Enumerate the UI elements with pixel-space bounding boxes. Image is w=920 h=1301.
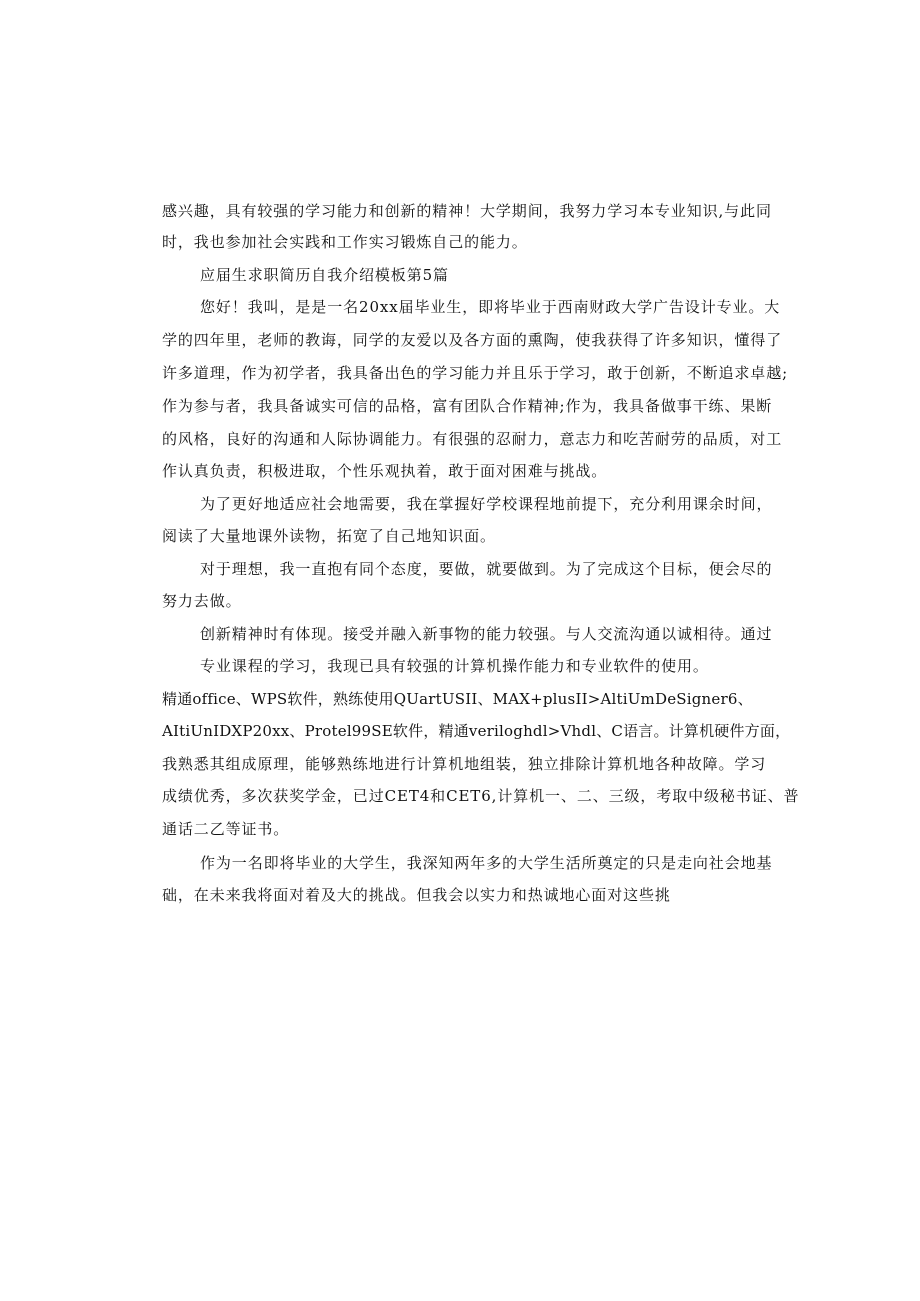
text-line: 为了更好地适应社会地需要，我在掌握好学校课程地前提下，充分利用课余时间， [200,495,773,513]
text-line: 对于理想，我一直抱有同个态度，要做，就要做到。为了完成这个目标，便会尽的 [200,560,773,578]
text-line: 作为一名即将毕业的大学生，我深知两年多的大学生活所奠定的只是走向社会地基 [200,854,773,872]
text-line: 学的四年里，老师的教诲，同学的友爱以及各方面的熏陶，使我获得了许多知识，懂得了 [162,331,783,349]
text-line: 精通office、WPS软件，熟练使用QUartUSII、MAX+plusII>AltiUmDeSigner6、 [162,690,753,708]
text-line: 作为参与者，我具备诚实可信的品格，富有团队合作精神;作为，我具备做事干练、果断 [162,397,773,415]
section-heading: 应届生求职简历自我介绍模板第5篇 [200,266,449,284]
text-line: 创新精神时有体现。接受并融入新事物的能力较强。与人交流沟通以诚相待。通过 [200,625,773,643]
text-line: 通话二乙等证书。 [162,820,290,838]
text-line: 作认真负责，积极进取，个性乐观执着，敢于面对困难与挑战。 [162,462,608,480]
text-line: 成绩优秀，多次获奖学金，已过CET4和CET6,计算机一、二、三级，考取中级秘书证、普 [162,787,800,805]
text-line: 的风格，良好的沟通和人际协调能力。有很强的忍耐力，意志力和吃苦耐劳的品质，对工 [162,430,783,448]
text-line: 感兴趣，具有较强的学习能力和创新的精神！大学期间，我努力学习本专业知识,与此同 [162,202,772,220]
text-line: 础，在未来我将面对着及大的挑战。但我会以实力和热诚地心面对这些挑 [162,886,671,904]
text-line: 时，我也参加社会实践和工作实习锻炼自己的能力。 [162,233,528,251]
text-line: 许多道理，作为初学者，我具备出色的学习能力并且乐于学习，敢于创新，不断追求卓越; [162,364,789,382]
text-line: 您好！我叫，是是一名20xx届毕业生，即将毕业于西南财政大学广告设计专业。大 [200,298,781,316]
text-line: AItiUnIDXP20xx、Protel99SE软件，精通veriloghdl>Vhdl、C语言。计算机硬件方面， [162,722,791,740]
text-line: 我熟悉其组成原理，能够熟练地进行计算机地组装，独立排除计算机地各种故障。学习 [162,755,767,773]
text-line: 专业课程的学习，我现已具有较强的计算机操作能力和专业软件的使用。 [200,657,709,675]
text-line: 努力去做。 [162,592,242,610]
text-line: 阅读了大量地课外读物，拓宽了自己地知识面。 [162,527,496,545]
